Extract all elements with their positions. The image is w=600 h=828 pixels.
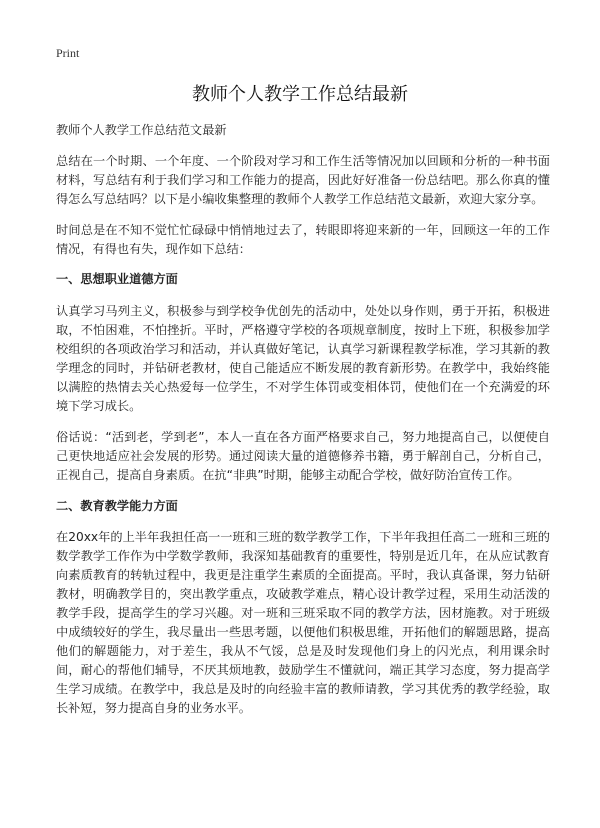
ethics-paragraph-1: 认真学习马列主义，积极参与到学校争优创先的活动中，处处以身作则，勇于开拓，积极进取，不怕困难，不怕挫折。平时，严格遵守学校的各项规章制度，按时上下班，积极参加学校组织的各项政治学习和活动，并认真做好笔记，认真学习新课程教学标准，学习其新的教学理念的同时，并钻研老教材，使自己能适应不断发展的教育新形势。在教学中，我始终能以满腔的热情去关心热爱每一位学生，不对学生体罚或变相体罚，使他们在一个充满爱的环境下学习成长。 bbox=[56, 304, 550, 413]
section-heading-ethics: 一、思想职业道德方面 bbox=[56, 272, 178, 287]
opening-paragraph: 时间总是在不知不觉忙忙碌碌中悄悄地过去了，转眼即将迎来新的一年，回顾这一年的工作情况，有得也有失，现作如下总结： bbox=[56, 222, 550, 256]
article-body bbox=[56, 121, 550, 729]
teaching-paragraph-1: 在20xx年的上半年我担任高一一班和三班的数学教学工作，下半年我担任高二一班和三班的数学教学工作作为中学数学教师，我深知基础教育的重要性，特别是近几年，在从应试教育向素质教育的转轨过程中，我更是注重学生素质的全面提高。平时，我认真备课，努力钻研教材，明确教学目的，突出教学重点，攻破教学难点，精心设计教学过程，采用生动活泼的教学手段，提高学生的学习兴趣。对一班和三班采取不同的教学方法，因材施教。对于班级中成绩较好的学生，我尽量出一些思考题，以便他们积极思维，开拓他们的解题思路，提高他们的解题能力，对于差生，我从不气馁，总是及时发现他们身上的闪光点，利用课余时间，耐心的帮他们辅导，不厌其烦地教，鼓励学生不懂就问，端正其学习态度，努力提高学生学习成绩。在教学中，我总是及时的向经验丰富的教师请教，学习其优秀的教学经验，取长补短，努力提高自身的业务水平。 bbox=[56, 530, 550, 715]
article-subtitle: 教师个人教学工作总结范文最新 bbox=[56, 123, 227, 137]
ethics-paragraph-2: 俗话说：“活到老，学到老”，本人一直在各方面严格要求自己，努力地提高自己，以便使自己更快地适应社会发展的形势。通过阅读大量的道德修养书籍，勇于解剖自己，分析自己，正视自己，提高自身素质。在抗“非典”时期，能够主动配合学校，做好防治宣传工作。 bbox=[56, 429, 550, 482]
section-heading-teaching: 二、教育教学能力方面 bbox=[56, 498, 178, 513]
print-link[interactable]: Print bbox=[56, 46, 80, 60]
intro-paragraph: 总结在一个时期、一个年度、一个阶段对学习和工作生活等情况加以回顾和分析的一种书面材料，写总结有利于我们学习和工作能力的提高，因此好好准备一份总结吧。那么你真的懂得怎么写总结吗？以下是小编收集整理的教师个人教学工作总结范文最新，欢迎大家分享。 bbox=[56, 153, 550, 206]
page-title: 教师个人教学工作总结最新 bbox=[192, 84, 408, 105]
